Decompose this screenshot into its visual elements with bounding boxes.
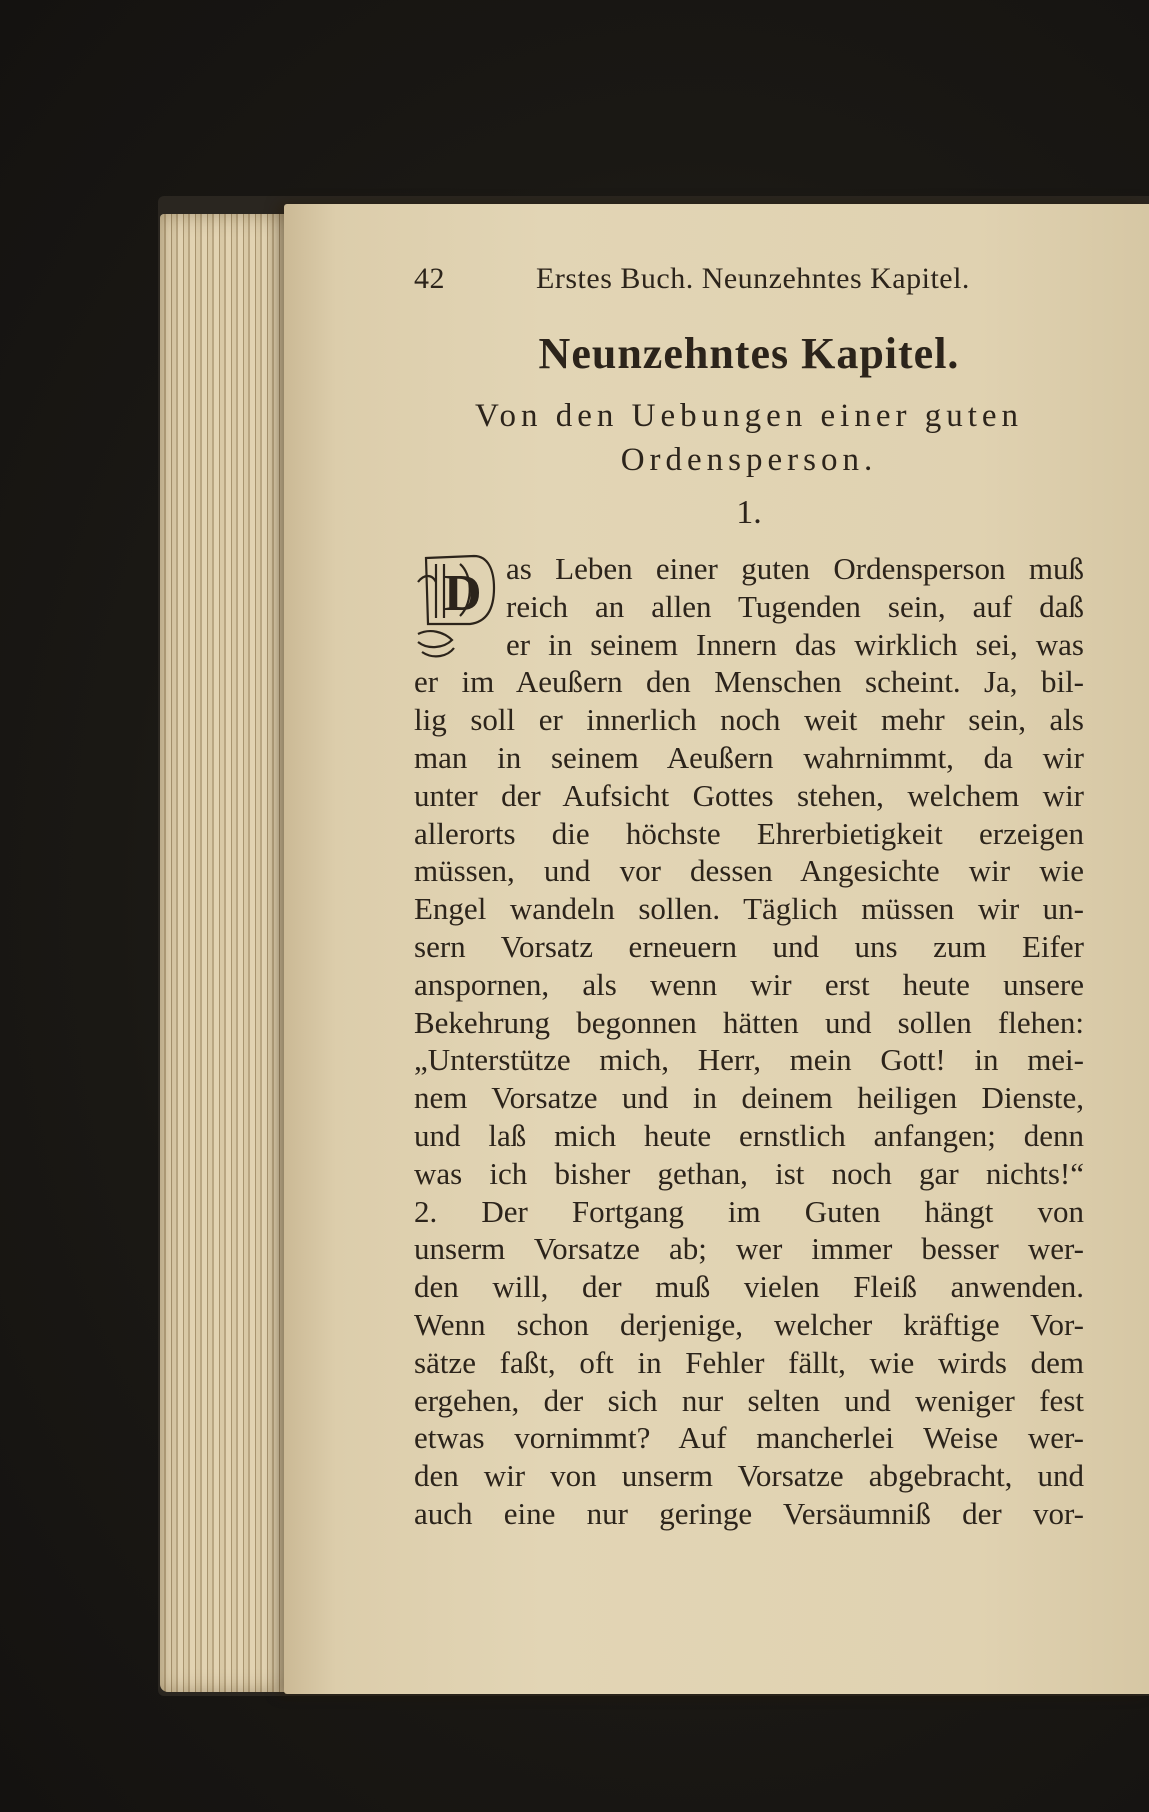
page-edges [160,214,300,1692]
body-line: lig soll er innerlich noch weit mehr sein, als [414,702,1084,738]
chapter-title: Neunzehntes Kapitel. [538,329,960,378]
chapter-subtitle-line-1: Von den Uebungen einer guten [474,398,1024,434]
section-number: 1. [736,494,762,531]
body-line: reich an allen Tugenden sein, auf daß [506,588,1084,624]
body-text [414,550,1084,1533]
running-header [414,262,1084,308]
body-line: müssen, und vor dessen Angesichte wir wie [414,853,1084,889]
body-line: unserm Vorsatze ab; wer immer besser wer- [414,1231,1084,1267]
body-line: ergehen, der sich nur selten und weniger fest [414,1382,1084,1418]
body-line: as Leben einer guten Ordensperson muß [506,551,1084,586]
body-line: man in seinem Aeußern wahrnimmt, da wir [414,739,1084,775]
body-line: auch eine nur geringe Versäumniß der vor- [414,1495,1084,1531]
chapter-subtitle [414,394,1084,482]
drop-cap-letter: D [444,565,482,622]
page-content [414,262,1084,1533]
body-line: und laß mich heute ernstlich anfangen; denn [414,1117,1084,1153]
body-line: Wenn schon derjenige, welcher kräftige Vor- [414,1306,1084,1342]
body-line: Bekehrung begonnen hätten und sollen flehen: [414,1004,1084,1040]
body-line: nem Vorsatze und in deinem heiligen Dienste, [414,1080,1084,1116]
body-line: anspornen, als wenn wir erst heute unsere [414,966,1084,1002]
running-title: Erstes Buch. Neunzehntes Kapitel. [536,262,970,295]
body-line: 2. Der Fortgang im Guten hängt von [414,1193,1084,1229]
body-line: sätze faßt, oft in Fehler fällt, wie wirds dem [414,1344,1084,1380]
body-line: er im Aeußern den Menschen scheint. Ja, bil- [414,664,1084,700]
body-line: etwas vornimmt? Auf mancherlei Weise wer- [414,1420,1084,1456]
body-line: er in seinem Innern das wirklich sei, was [506,626,1084,662]
page-number: 42 [414,262,445,295]
body-line: was ich bisher gethan, ist noch gar nichts!“ [414,1155,1084,1191]
body-line: sern Vorsatz erneuern und uns zum Eifer [414,928,1084,964]
body-line: „Unterstütze mich, Herr, mein Gott! in mei- [414,1042,1084,1078]
body-line: unter der Aufsicht Gottes stehen, welchem wir [414,777,1084,813]
body-line: den wir von unserm Vorsatze abgebracht, und [414,1458,1084,1494]
body-line: allerorts die höchste Ehrerbietigkeit erzeigen [414,815,1084,851]
chapter-subtitle-line-2: Ordensperson. [620,442,878,478]
body-line: den will, der muß vielen Fleiß anwenden. [414,1269,1084,1305]
book-page [284,204,1149,1694]
body-line: Engel wandeln sollen. Täglich müssen wir un- [414,891,1084,927]
drop-cap-ornament [414,552,496,664]
